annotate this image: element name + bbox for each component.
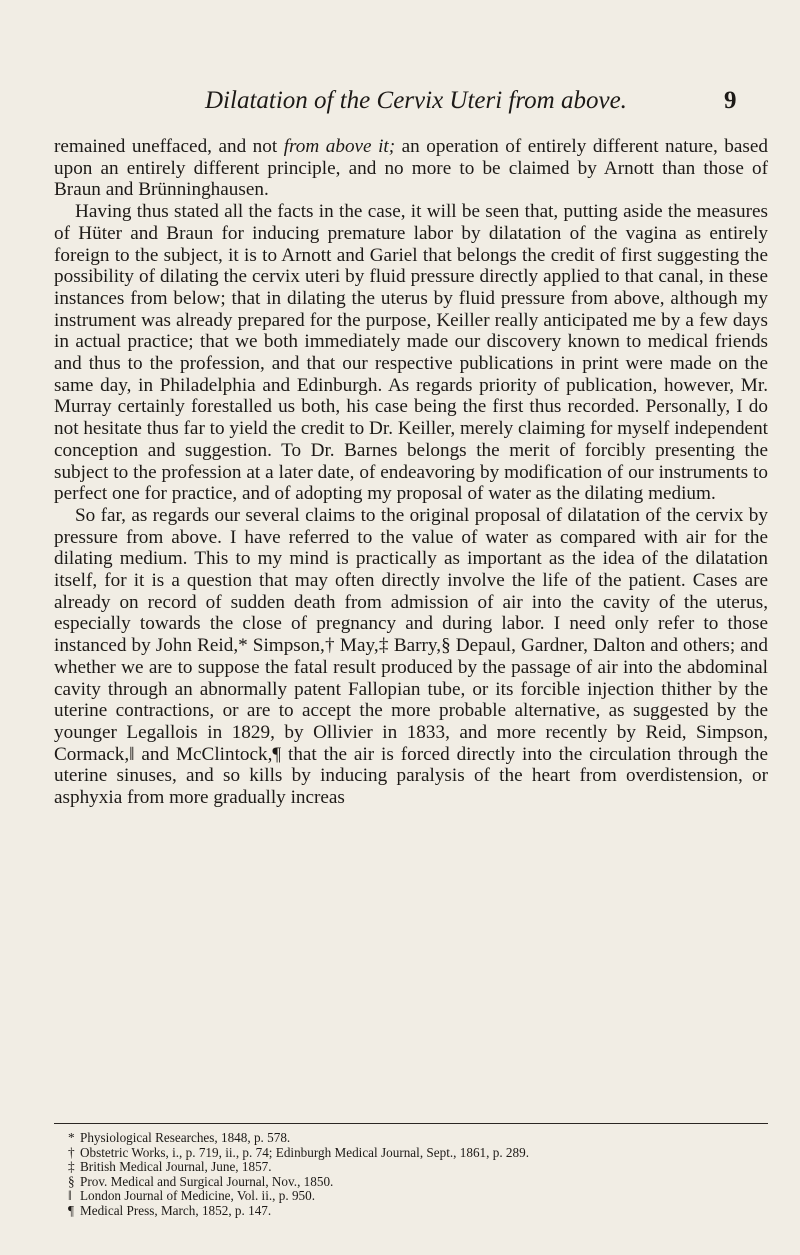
footnote [68,1175,768,1190]
page-header [0,87,800,121]
page-number: 9 [724,87,737,114]
text-run: Having thus stated all the facts in the case, it will be seen that, putting aside the measures of Hüter and Braun for inducing premature labor by dilatation of the vagina as entirely foreign to the subject, it is to Arnott and Gariel that belongs the credit of first suggesting the possibility of dilating the cervix uteri by fluid pressure directly applied to that canal, in these instances from below; that in dilating the uterus by fluid pressure from above, although my instrument was already prepared for the purpose, Keiller really anticipated me by a few days in actual practice; that we both immediately made our discovery known to medical friends and thus to the profession, and that our respective publications in print were made on the same day, in Philadelphia and Edinburgh. As regards priority of publication, however, Mr. Murray certainly forestalled us both, his case being the first thus recorded. Personally, I do not hesitate thus far to yield the credit to Dr. Keiller, merely claiming for myself independent conception and suggestion. To Dr. Barnes belongs the merit of forcibly presenting the subject to the profession at a later date, of endeavoring by modification of our instruments to perfect one for practice, and of adopting my proposal of water as the dilating medium. [54,201,768,505]
paragraph-2 [54,201,768,505]
footnote-text: Obstetric Works, i., p. 719, ii., p. 74; Edinburgh Medical Journal, Sept., 1861, p. 289. [80,1144,529,1160]
body-text [54,136,768,809]
footnote-text: London Journal of Medicine, Vol. ii., p. 950. [80,1188,316,1204]
footnote-text: Medical Press, March, 1852, p. 147. [80,1202,272,1218]
footnote [68,1204,768,1219]
footnote-text: Prov. Medical and Surgical Journal, Nov., 1850. [80,1173,334,1189]
footnote-mark: ¶ [68,1202,74,1218]
footnote [68,1189,768,1204]
footnote [68,1146,768,1161]
footnote-divider [54,1123,768,1124]
text-run: So far, as regards our several claims to the original proposal of dilatation of the cervix by pressure from above. I have referred to the value of water as compared with air for the dilating medium. This to my mind is practically as important as the idea of the dilatation itself, for it is a question that may often directly involve the life of the patient. Cases are already on record of sudden death from admission of air into the cavity of the uterus, especially towards the close of pregnancy and during labor. I need only refer to those instanced by John Reid,* Simpson,† May,‡ Barry,§ Depaul, Gardner, Dalton and others; and whether we are to suppose the fatal result produced by the passage of air into the abdominal cavity through an abnormally patent Fallopian tube, or its forcible injection thither by the uterine contractions, or are to accept the more probable alternative, as suggested by the younger Legallois in 1829, by Ollivier in 1833, and more recently by Reid, Simpson, Cormack,‖ and McClintock,¶ that the air is forced directly into the circulation through the uterine sinuses, and so kills by inducing paralysis of the heart from overdistension, or asphyxia from more gradually increas [54,504,768,809]
footnote-mark: ‡ [68,1159,75,1175]
footnote [68,1131,768,1146]
footnote-text: British Medical Journal, June, 1857. [80,1159,272,1175]
paragraph-1 [54,136,768,201]
running-head: Dilatation of the Cervix Uteri from above. [205,87,627,114]
footnote [68,1160,768,1175]
footnote-mark: § [68,1173,75,1189]
footnote-mark: * [68,1130,75,1145]
paragraph-3 [54,505,768,809]
text-run: an operation of entirely different nature, based upon an entirely different principle, and no more to be claimed by Arnott than those of Braun and Brünninghausen. [54,136,768,201]
footnote-mark: ‖ [68,1188,72,1204]
footnote-mark: † [68,1144,75,1160]
text-run: remained uneffaced, and not [54,136,284,157]
italic-run: from above it; [283,136,396,157]
footnotes [68,1131,768,1219]
footnote-text: Physiological Researches, 1848, p. 578. [80,1130,291,1145]
